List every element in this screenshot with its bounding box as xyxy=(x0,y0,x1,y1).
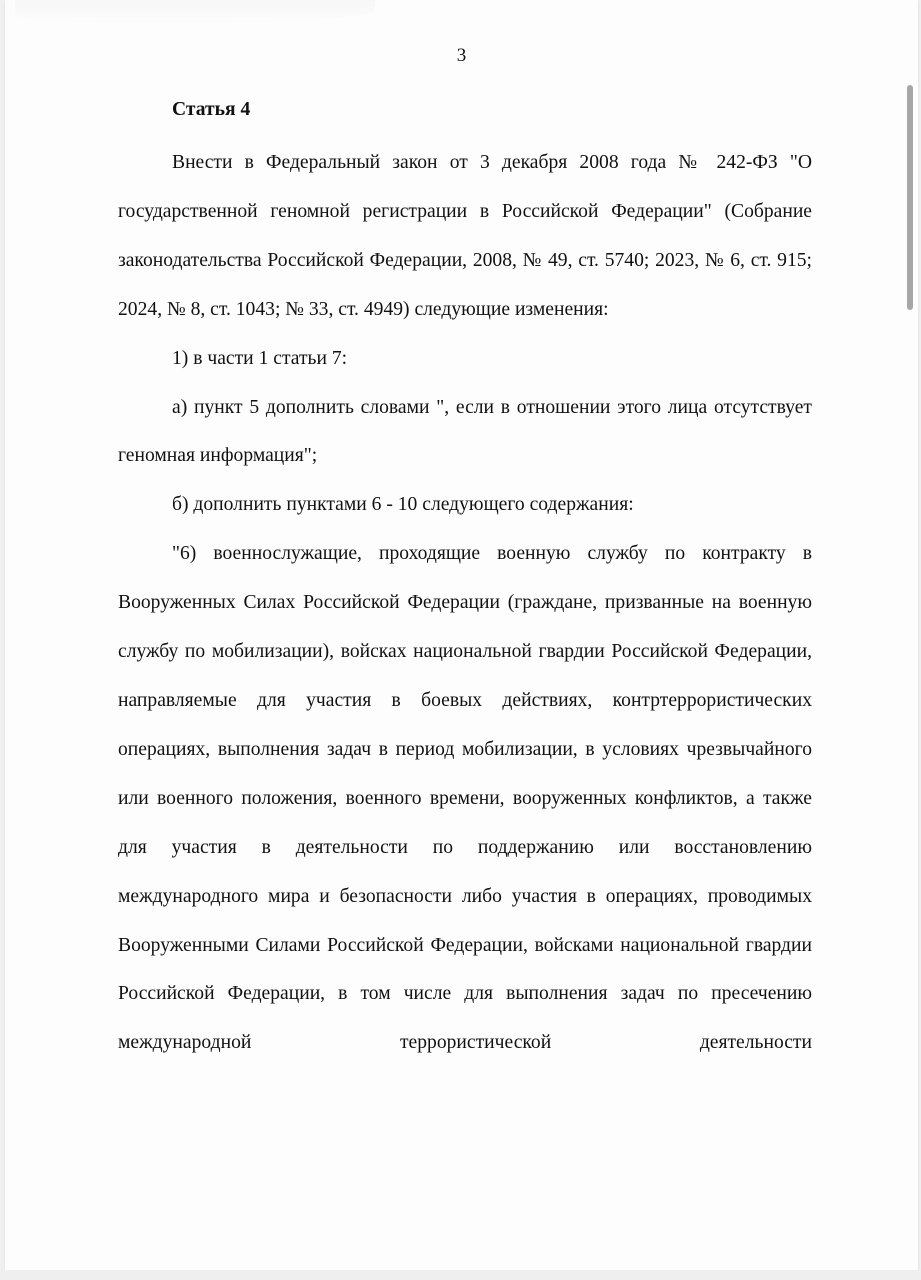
paragraph-intro: Внести в Федеральный закон от 3 декабря 2008 года № 242-ФЗ "О государственной геномной регистрации в Российской Федерации" (Собрание законодательства Российской Федерации, 2008, № 49, ст. 5740; 2023, № 6, ст. 915; 2024, № 8, ст. 1043; № 33, ст. 4949) следующие изменения: xyxy=(118,152,812,320)
paragraph-item-b: б) дополнить пунктами 6 - 10 следующего содержания: xyxy=(172,494,634,516)
paragraph-item-a: а) пункт 5 дополнить словами ", если в отношении этого лица отсутствует геномная информация"; xyxy=(118,396,812,467)
page-number: 3 xyxy=(456,45,467,66)
paragraph-item-6: "6) военнослужащие, проходящие военную службу по контракту в Вооруженных Силах Российской Федерации (граждане, призванные на военную службу по мобилизации), войсках национальной гвардии Российской Федерации, направляемые для участия в боевых действиях, контртеррористических операциях, выполнения задач в период мобилизации, в условиях чрезвычайного или военного положения, военного времени, вооруженных конфликтов, а также для участия в деятельности по поддержанию или восстановлению международного мира и безопасности либо участия в операциях, проводимых Вооруженными Силами Российской Федерации, войсками национальной гвардии Российской Федерации, в том числе для выполнения задач по пресечению международной террористической деятельности xyxy=(118,543,812,1054)
page-shadow-artifact xyxy=(15,0,375,24)
page-content xyxy=(118,90,812,1068)
article-heading: Статья 4 xyxy=(172,99,251,120)
viewer-bottom-edge xyxy=(0,1270,921,1280)
document-page xyxy=(5,0,918,1270)
paragraph-item-1: 1) в части 1 статьи 7: xyxy=(172,347,348,369)
scrollbar-thumb[interactable] xyxy=(907,85,913,310)
vertical-scrollbar[interactable] xyxy=(904,0,918,1270)
